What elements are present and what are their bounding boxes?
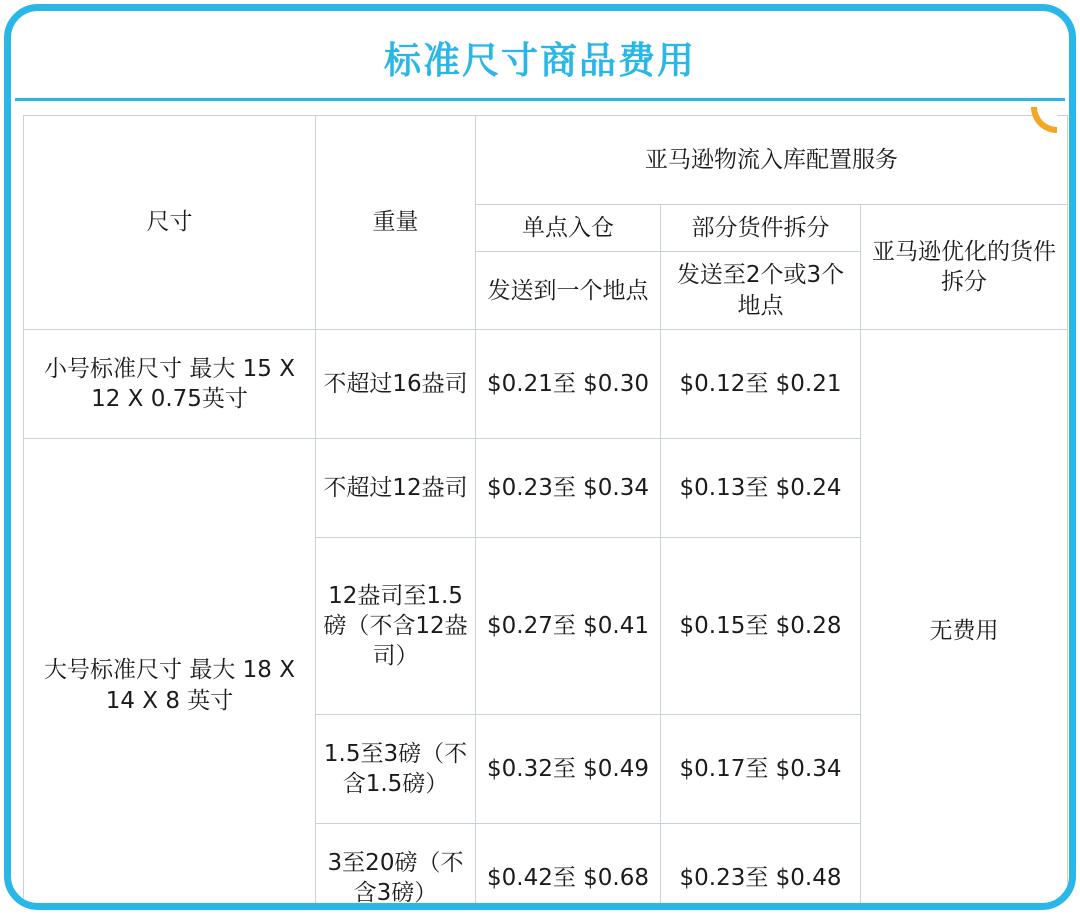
cell-price-partial-split: $0.12至 $0.21 [661,330,861,439]
fee-table-container [23,115,1067,903]
page-title: 标准尺寸商品费用 [384,38,696,82]
cell-price-partial-split: $0.17至 $0.34 [661,715,861,824]
cell-weight: 12盎司至1.5磅（不含12盎司） [316,538,476,715]
header-col-partial-split: 部分货件拆分 [661,205,861,252]
subheader-col-one-location: 发送到一个地点 [476,252,661,330]
cell-weight: 不超过16盎司 [316,330,476,439]
cell-price-partial-split: $0.23至 $0.48 [661,824,861,903]
subheader-col-two-or-three-locations: 发送至2个或3个地点 [661,252,861,330]
header-col-amazon-optimized-split: 亚马逊优化的货件拆分 [861,205,1068,330]
table-header-row-group [24,116,1068,205]
header-group-inbound-service: 亚马逊物流入库配置服务 [476,116,1068,205]
cell-price-single-point: $0.27至 $0.41 [476,538,661,715]
cell-price-partial-split: $0.15至 $0.28 [661,538,861,715]
cell-weight: 不超过12盎司 [316,439,476,538]
header-col-single-point: 单点入仓 [476,205,661,252]
cell-no-fee: 无费用 [861,330,1068,903]
cell-price-partial-split: $0.13至 $0.24 [661,439,861,538]
cell-size-large-standard: 大号标准尺寸 最大 18 X 14 X 8 英寸 [24,439,316,903]
cell-size-small-standard: 小号标准尺寸 最大 15 X 12 X 0.75英寸 [24,330,316,439]
decorative-frame [4,4,1076,910]
table-row [24,330,1068,439]
cell-price-single-point: $0.42至 $0.68 [476,824,661,903]
cell-price-single-point: $0.23至 $0.34 [476,439,661,538]
header-size: 尺寸 [24,116,316,330]
cell-weight: 3至20磅（不含3磅） [316,824,476,903]
cell-weight: 1.5至3磅（不含1.5磅） [316,715,476,824]
cell-price-single-point: $0.32至 $0.49 [476,715,661,824]
cell-price-single-point: $0.21至 $0.30 [476,330,661,439]
header-weight: 重量 [316,116,476,330]
fee-table [23,115,1068,903]
frame-inner [11,11,1069,903]
title-banner [15,15,1065,101]
